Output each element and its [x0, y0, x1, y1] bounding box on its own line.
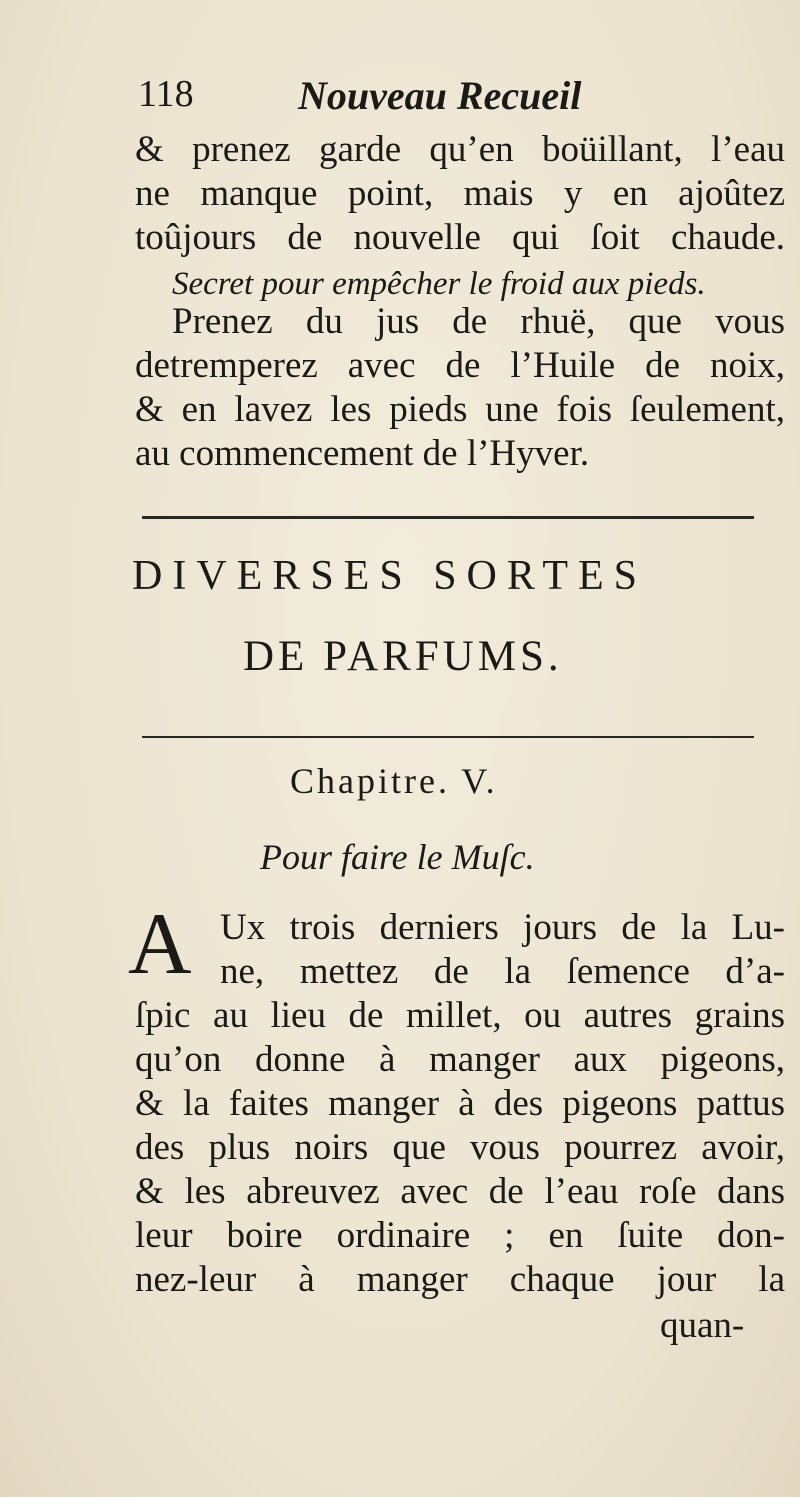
text-line: toûjours de nouvelle qui ſoit chaude.: [135, 217, 785, 258]
secret-title: Secret pour empêcher le froid aux pieds.: [172, 266, 706, 302]
text-line: au commencement de l’Hyver.: [135, 433, 590, 474]
recipe-title: Pour faire le Muſc.: [260, 837, 535, 877]
text-line: qu’on donne à manger aux pigeons,: [135, 1039, 785, 1080]
text-line: & les abreuvez avec de l’eau roſe dans: [135, 1171, 785, 1212]
text-line: & en lavez les pieds une fois ſeulement,: [135, 389, 785, 430]
section-subtitle: DE PARFUMS.: [243, 633, 563, 680]
catchword: quan-: [660, 1305, 745, 1346]
text-line: & la faites manger à des pigeons pattus: [135, 1083, 785, 1124]
text-line: nez-leur à manger chaque jour la: [135, 1259, 785, 1300]
chapter-heading: Chapitre. V.: [290, 761, 498, 801]
divider-rule: [142, 736, 754, 738]
text-line: ne, mettez de la ſemence d’a-: [220, 951, 785, 992]
running-title: Nouveau Recueil: [298, 73, 582, 118]
text-line: ſpic au lieu de millet, ou autres grains: [135, 995, 785, 1036]
text-line: detremperez avec de l’Huile de noix,: [135, 345, 785, 386]
drop-capital: A: [128, 896, 192, 993]
page-number: 118: [138, 73, 194, 115]
section-title: DIVERSES SORTES: [132, 553, 648, 599]
text-line: ne manque point, mais y en ajoûtez: [135, 173, 785, 214]
text-line: des plus noirs que vous pourrez avoir,: [135, 1127, 785, 1168]
text-line: leur boire ordinaire ; en ſuite don-: [135, 1215, 785, 1256]
text-line: & prenez garde qu’en boüillant, l’eau: [135, 129, 785, 170]
text-line: Prenez du jus de rhuë, que vous: [172, 301, 785, 342]
text-line: Ux trois derniers jours de la Lu-: [220, 907, 785, 948]
divider-rule: [142, 516, 754, 519]
page-header: [138, 72, 778, 122]
